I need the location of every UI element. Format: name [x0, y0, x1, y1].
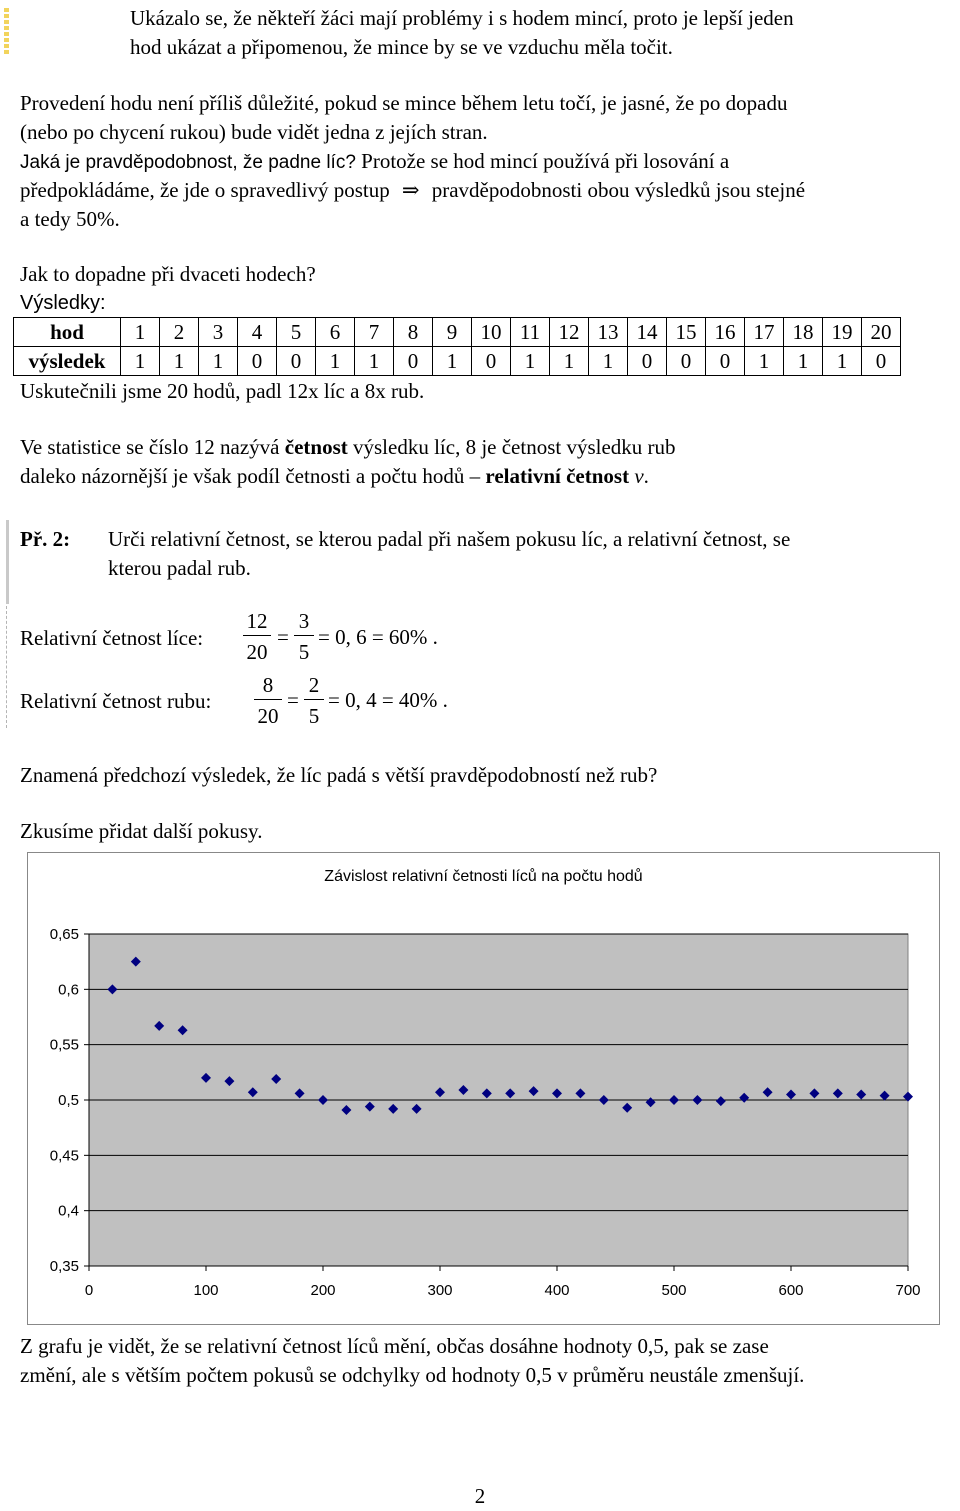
- example-line-1: Urči relativní četnost, se kterou padal při našem pokusu líc, a relativní četnost, se: [108, 527, 791, 551]
- nu-symbol: ν: [634, 464, 644, 488]
- table-cell: 1: [160, 347, 199, 376]
- term-cetnost: četnost: [284, 435, 348, 459]
- fraction-denominator: 20: [246, 640, 268, 664]
- term-relativni-cetnost: relativní četnost: [485, 464, 630, 488]
- margin-dash: [6, 606, 7, 728]
- table-cell: 1: [589, 347, 628, 376]
- intro-line-2: hod ukázat a připomenou, že mince by se ve vzduchu měla točit.: [130, 35, 673, 59]
- calc-face-result: = 0, 6 = 60% .: [318, 625, 438, 649]
- fraction-12-20: [243, 609, 271, 664]
- chart-title: Závislost relativní četnosti líců na počtu hodů: [324, 868, 643, 885]
- fraction-denominator: 5: [298, 640, 310, 664]
- table-cell: 1: [121, 347, 160, 376]
- results-table: [13, 317, 901, 376]
- question-2: Znamená předchozí výsledek, že líc padá s větší pravděpodobností než rub?: [20, 763, 658, 787]
- y-tick-label: 0,45: [49, 1147, 79, 1165]
- margin-bar: [6, 520, 9, 604]
- x-tick-label: 0: [84, 1282, 94, 1299]
- fraction-2-5: [304, 673, 324, 728]
- table-cell: 11: [511, 318, 550, 347]
- table-cell: 2: [160, 318, 199, 347]
- fraction-denominator: 20: [257, 704, 279, 728]
- implies-arrow-icon: ⇒: [401, 178, 420, 202]
- para2-line-4: [20, 176, 945, 205]
- summary: Uskutečnili jsme 20 hodů, padl 12x líc a 8x rub.: [20, 379, 425, 403]
- equals-sign: =: [277, 625, 289, 649]
- para2-line-3: [20, 147, 945, 177]
- chart-frame: [27, 852, 940, 1325]
- table-cell: 18: [784, 318, 823, 347]
- fraction-numerator: 8: [262, 673, 274, 697]
- table-cell: 1: [550, 347, 589, 376]
- row-header-hod: hod: [14, 318, 121, 347]
- fraction-numerator: 12: [246, 609, 268, 633]
- table-cell: 1: [199, 347, 238, 376]
- table-cell: 0: [628, 347, 667, 376]
- conclusion-line-2: změní, ale s větším počtem pokusů se odchylky od hodnoty 0,5 v průměru neustále zmenšují.: [20, 1363, 805, 1387]
- para2-line-4-b: pravděpodobnosti obou výsledků jsou stejné: [431, 178, 806, 202]
- table-cell: 13: [589, 318, 628, 347]
- table-cell: 19: [823, 318, 862, 347]
- stat-line-2-a: daleko názornější je však podíl četnosti a počtu hodů –: [20, 464, 486, 488]
- table-cell: 0: [394, 347, 433, 376]
- y-tick-label: 0,65: [49, 926, 79, 943]
- table-cell: 16: [706, 318, 745, 347]
- table-cell: 1: [745, 347, 784, 376]
- table-cell: 1: [784, 347, 823, 376]
- fraction-denominator: 5: [308, 704, 320, 728]
- calc-tail-result: = 0, 4 = 40% .: [328, 688, 448, 712]
- x-tick-label: 400: [544, 1282, 570, 1299]
- para2-line-4-a: předpokládáme, že jde o spravedlivý postup: [20, 178, 390, 202]
- para2-line-3-rest: Protože se hod mincí používá při losování a: [355, 149, 730, 173]
- table-cell: 0: [277, 347, 316, 376]
- fraction-8-20: [254, 673, 282, 728]
- table-cell: 8: [394, 318, 433, 347]
- para2-line-2: (nebo po chycení rukou) bude vidět jedna z jejích stran.: [20, 120, 488, 144]
- table-cell: 9: [433, 318, 472, 347]
- stat-line-2-end: .: [643, 464, 649, 488]
- x-tick-label: 700: [895, 1282, 921, 1299]
- y-tick-label: 0,5: [58, 1092, 79, 1109]
- calc-face-label: Relativní četnost líce:: [20, 626, 204, 650]
- x-tick-label: 500: [661, 1282, 687, 1299]
- table-cell: 0: [706, 347, 745, 376]
- y-tick-label: 0,4: [58, 1202, 79, 1220]
- stat-line-2: [20, 462, 945, 491]
- equals-sign: =: [287, 688, 299, 712]
- x-tick-label: 200: [310, 1282, 336, 1299]
- table-cell: 3: [199, 318, 238, 347]
- example-line-2: kterou padal rub.: [108, 556, 251, 580]
- intro-line-1: Ukázalo se, že někteří žáci mají problémy i s hodem mincí, proto je lepší jeden: [130, 6, 794, 30]
- fraction-numerator: 3: [298, 609, 310, 633]
- table-cell: 5: [277, 318, 316, 347]
- table-row: [14, 318, 901, 347]
- table-cell: 1: [433, 347, 472, 376]
- y-tick-label: 0,55: [49, 1036, 79, 1054]
- results-label: Výsledky:: [20, 292, 106, 314]
- table-cell: 10: [472, 318, 511, 347]
- x-tick-label: 300: [427, 1282, 453, 1299]
- table-cell: 17: [745, 318, 784, 347]
- y-tick-label: 0,6: [58, 981, 79, 999]
- table-cell: 1: [511, 347, 550, 376]
- table-cell: 0: [667, 347, 706, 376]
- table-cell: 14: [628, 318, 667, 347]
- table-row: [14, 347, 901, 376]
- try-more: Zkusíme přidat další pokusy.: [20, 819, 263, 843]
- example-label: Př. 2:: [20, 527, 71, 551]
- x-tick-label: 600: [778, 1282, 804, 1299]
- table-cell: 0: [862, 347, 901, 376]
- stat-line-1-a: Ve statistice se číslo 12 nazývá: [20, 435, 285, 459]
- para2-line-5: a tedy 50%.: [20, 207, 120, 231]
- table-cell: 1: [355, 347, 394, 376]
- table-cell: 15: [667, 318, 706, 347]
- calc-tail-label: Relativní četnost rubu:: [20, 689, 212, 713]
- table-cell: 6: [316, 318, 355, 347]
- page-number: 2: [474, 1484, 486, 1508]
- table-cell: 1: [121, 318, 160, 347]
- fraction-3-5: [294, 609, 314, 664]
- scatter-chart: [28, 853, 939, 1324]
- row-header-vysledek: výsledek: [14, 347, 121, 376]
- stat-line-1: [20, 433, 945, 462]
- x-tick-label: 100: [193, 1282, 219, 1299]
- table-cell: 0: [472, 347, 511, 376]
- margin-highlight: [4, 8, 9, 56]
- para2-line-1: Provedení hodu není příliš důležité, pokud se mince během letu točí, je jasné, že po dopadu: [20, 91, 788, 115]
- table-cell: 0: [238, 347, 277, 376]
- table-cell: 12: [550, 318, 589, 347]
- table-cell: 1: [823, 347, 862, 376]
- table-cell: 20: [862, 318, 901, 347]
- table-cell: 1: [316, 347, 355, 376]
- table-cell: 7: [355, 318, 394, 347]
- question: Jak to dopadne při dvaceti hodech?: [20, 262, 316, 286]
- fraction-numerator: 2: [308, 673, 320, 697]
- y-tick-label: 0,35: [49, 1258, 79, 1275]
- table-cell: 4: [238, 318, 277, 347]
- probability-question: Jaká je pravděpodobnost, že padne líc?: [20, 152, 356, 173]
- stat-line-1-b: výsledku líc, 8 je četnost výsledku rub: [347, 435, 676, 459]
- conclusion-line-1: Z grafu je vidět, že se relativní četnost líců mění, občas dosáhne hodnoty 0,5, pak se zase: [20, 1334, 769, 1358]
